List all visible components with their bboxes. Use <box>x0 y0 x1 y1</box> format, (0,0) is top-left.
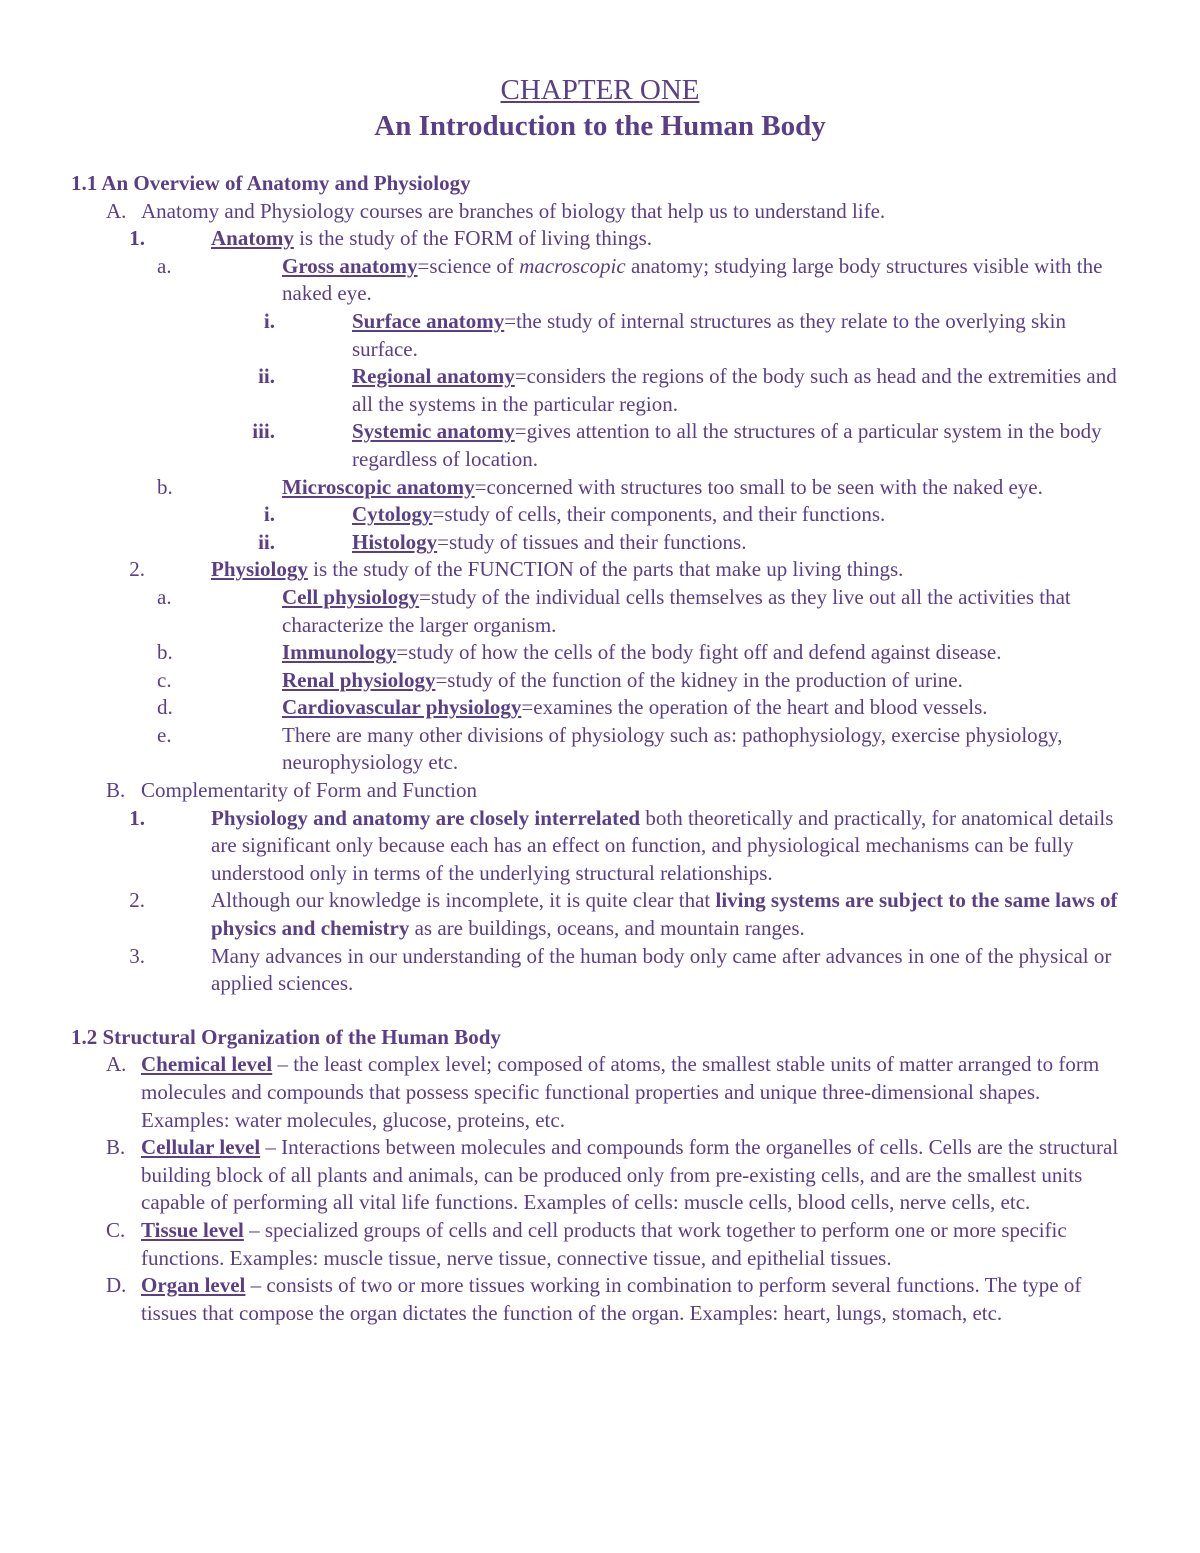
item-text: =science of <box>417 253 520 278</box>
item-text: – Interactions between molecules and compounds form the organelles of cells. Cells are the structural building block of all plants and animals, can be produced only from pre-existing cells, and are the smallest units capable of performing all vital life functions. Examples of cells: muscle cells, blood cells, nerve cells, etc. <box>141 1135 1119 1215</box>
bold-text: Physiology and anatomy are closely interrelated <box>211 805 641 830</box>
list-marker: D. <box>106 1273 127 1298</box>
outline-item-physiology <box>129 556 1131 777</box>
outline-item-cytology <box>263 501 1131 529</box>
list-marker: 2. <box>129 557 145 582</box>
term-tissue-level: Tissue level <box>141 1217 244 1242</box>
list-marker: b. <box>157 474 173 499</box>
item-text: both theoretically and practically, for anatomical details are significant only because each has an effect on function, and physiological mechanisms can be fully understood only in terms of the underlying structural relationships. <box>211 805 1114 885</box>
outline-item-other-divisions <box>157 722 1131 777</box>
outline-list <box>71 198 1131 998</box>
outline-item-cardiovascular-physiology <box>157 694 1131 722</box>
list-marker: 1. <box>129 226 145 251</box>
outline-item-regional-anatomy <box>258 363 1131 418</box>
section-heading-1-2: 1.2 Structural Organization of the Human Body <box>71 1024 501 1049</box>
section-spacer <box>71 998 1131 1024</box>
sub-list <box>258 501 1131 556</box>
outline-item-histology <box>258 529 1131 557</box>
list-marker: 3. <box>129 943 145 968</box>
list-marker: e. <box>157 722 172 747</box>
list-marker: ii. <box>258 529 275 554</box>
sub-list <box>129 805 1131 998</box>
outline-item-chemical-level <box>71 1051 1131 1134</box>
term-physiology: Physiology <box>211 557 308 582</box>
outline-item-b <box>71 777 1131 998</box>
outline-item-immunology <box>157 639 1131 667</box>
term-renal-physiology: Renal physiology <box>282 667 436 692</box>
term-chemical-level: Chemical level <box>141 1052 273 1077</box>
list-marker: A. <box>106 1052 127 1077</box>
term-histology: Histology <box>352 529 438 554</box>
item-text: is the study of the FORM of living things. <box>293 226 653 251</box>
item-text: – the least complex level; composed of atoms, the smallest stable units of matter arranged to form molecules and compounds that possess specific functional properties and unique three-dimensional shapes. Examples: water molecules, glucose, proteins, etc. <box>141 1052 1100 1132</box>
item-text: =study of the individual cells themselves as they live out all the activities that characterize the larger organism. <box>282 584 1071 637</box>
item-text: =study of how the cells of the body fight off and defend against disease. <box>396 640 1002 665</box>
term-cytology: Cytology <box>352 502 433 527</box>
bold-text: living systems are subject to the same laws of physics and chemistry <box>211 888 1118 941</box>
outline-list <box>71 1051 1131 1327</box>
term-organ-level: Organ level <box>141 1273 246 1298</box>
list-marker: C. <box>106 1217 126 1242</box>
item-text: =examines the operation of the heart and blood vessels. <box>521 695 988 720</box>
outline-item-physics-laws <box>129 887 1131 942</box>
list-marker: a. <box>157 584 172 609</box>
item-text: Many advances in our understanding of the human body only came after advances in one of the physical or applied sciences. <box>211 943 1112 996</box>
sub-list <box>157 253 1131 557</box>
list-marker: d. <box>157 695 173 720</box>
term-microscopic-anatomy: Microscopic anatomy <box>282 474 475 499</box>
list-marker: iii. <box>252 419 275 444</box>
chapter-title: CHAPTER ONE <box>500 74 700 106</box>
item-text: =study of tissues and their functions. <box>437 529 747 554</box>
chapter-subtitle: An Introduction to the Human Body <box>374 110 826 142</box>
list-marker: i. <box>263 502 275 527</box>
list-marker: A. <box>106 198 127 223</box>
item-text: anatomy; studying large body structures visible with the naked eye. <box>282 253 1103 306</box>
sub-list <box>252 308 1131 474</box>
item-text: as are buildings, oceans, and mountain ranges. <box>409 916 805 941</box>
list-marker: B. <box>106 778 126 803</box>
item-text: =considers the regions of the body such as head and the extremities and all the systems in the particular region. <box>352 364 1117 416</box>
outline-item-surface-anatomy <box>263 308 1131 363</box>
outline-item-anatomy <box>129 225 1131 556</box>
item-text: is the study of the FUNCTION of the parts that make up living things. <box>307 557 904 582</box>
outline-item-systemic-anatomy <box>252 418 1131 473</box>
term-cardiovascular-physiology: Cardiovascular physiology <box>282 695 522 720</box>
item-text: Although our knowledge is incomplete, it is quite clear that <box>211 888 716 913</box>
item-text: There are many other divisions of physiology such as: pathophysiology, exercise physiology, neurophysiology etc. <box>282 722 1063 775</box>
list-marker: B. <box>106 1135 126 1160</box>
item-text: Anatomy and Physiology courses are branches of biology that help us to understand life. <box>141 198 886 223</box>
list-marker: ii. <box>258 364 275 389</box>
item-text: – consists of two or more tissues working in combination to perform several functions. The type of tissues that compose the organ dictates the function of the organ. Examples: heart, lungs, stomach, etc. <box>141 1273 1082 1325</box>
outline-item-organ-level <box>71 1272 1131 1327</box>
list-marker: c. <box>157 667 172 692</box>
term-anatomy: Anatomy <box>211 226 294 251</box>
outline-item-cellular-level <box>71 1134 1131 1217</box>
item-text: =gives attention to all the structures of a particular system in the body regardless of location. <box>352 419 1102 471</box>
term-gross-anatomy: Gross anatomy <box>282 253 418 278</box>
term-cell-physiology: Cell physiology <box>282 584 420 609</box>
outline-item-cell-physiology <box>157 584 1131 639</box>
item-text: =concerned with structures too small to be seen with the naked eye. <box>474 474 1043 499</box>
term-immunology: Immunology <box>282 640 397 665</box>
italic-text: macroscopic <box>519 253 626 278</box>
item-text: Complementarity of Form and Function <box>141 778 477 803</box>
item-text: =the study of internal structures as they relate to the overlying skin surface. <box>352 308 1067 361</box>
list-marker: i. <box>263 308 275 333</box>
outline-item-a <box>71 198 1131 777</box>
sub-list <box>157 584 1131 777</box>
outline-item-tissue-level <box>71 1217 1131 1272</box>
list-marker: b. <box>157 640 173 665</box>
outline-item-gross-anatomy <box>157 253 1131 474</box>
list-marker: 2. <box>129 888 145 913</box>
term-systemic-anatomy: Systemic anatomy <box>352 419 515 444</box>
term-surface-anatomy: Surface anatomy <box>352 308 505 333</box>
term-cellular-level: Cellular level <box>141 1135 261 1160</box>
list-marker: a. <box>157 253 172 278</box>
term-regional-anatomy: Regional anatomy <box>352 364 515 389</box>
outline-item-interrelated <box>129 805 1131 888</box>
item-text: =study of the function of the kidney in the production of urine. <box>435 667 963 692</box>
document-body <box>71 170 1131 1327</box>
outline-item-microscopic-anatomy <box>157 474 1131 557</box>
outline-item-advances <box>129 943 1131 998</box>
item-text: =study of cells, their components, and their functions. <box>432 502 886 527</box>
sub-list <box>129 225 1131 777</box>
section-heading-1-1: 1.1 An Overview of Anatomy and Physiology <box>71 171 471 195</box>
outline-item-renal-physiology <box>157 667 1131 695</box>
list-marker: 1. <box>129 805 145 830</box>
item-text: – specialized groups of cells and cell products that work together to perform one or more specific functions. Examples: muscle tissue, nerve tissue, connective tissue, and epithelial tissues. <box>141 1217 1067 1270</box>
